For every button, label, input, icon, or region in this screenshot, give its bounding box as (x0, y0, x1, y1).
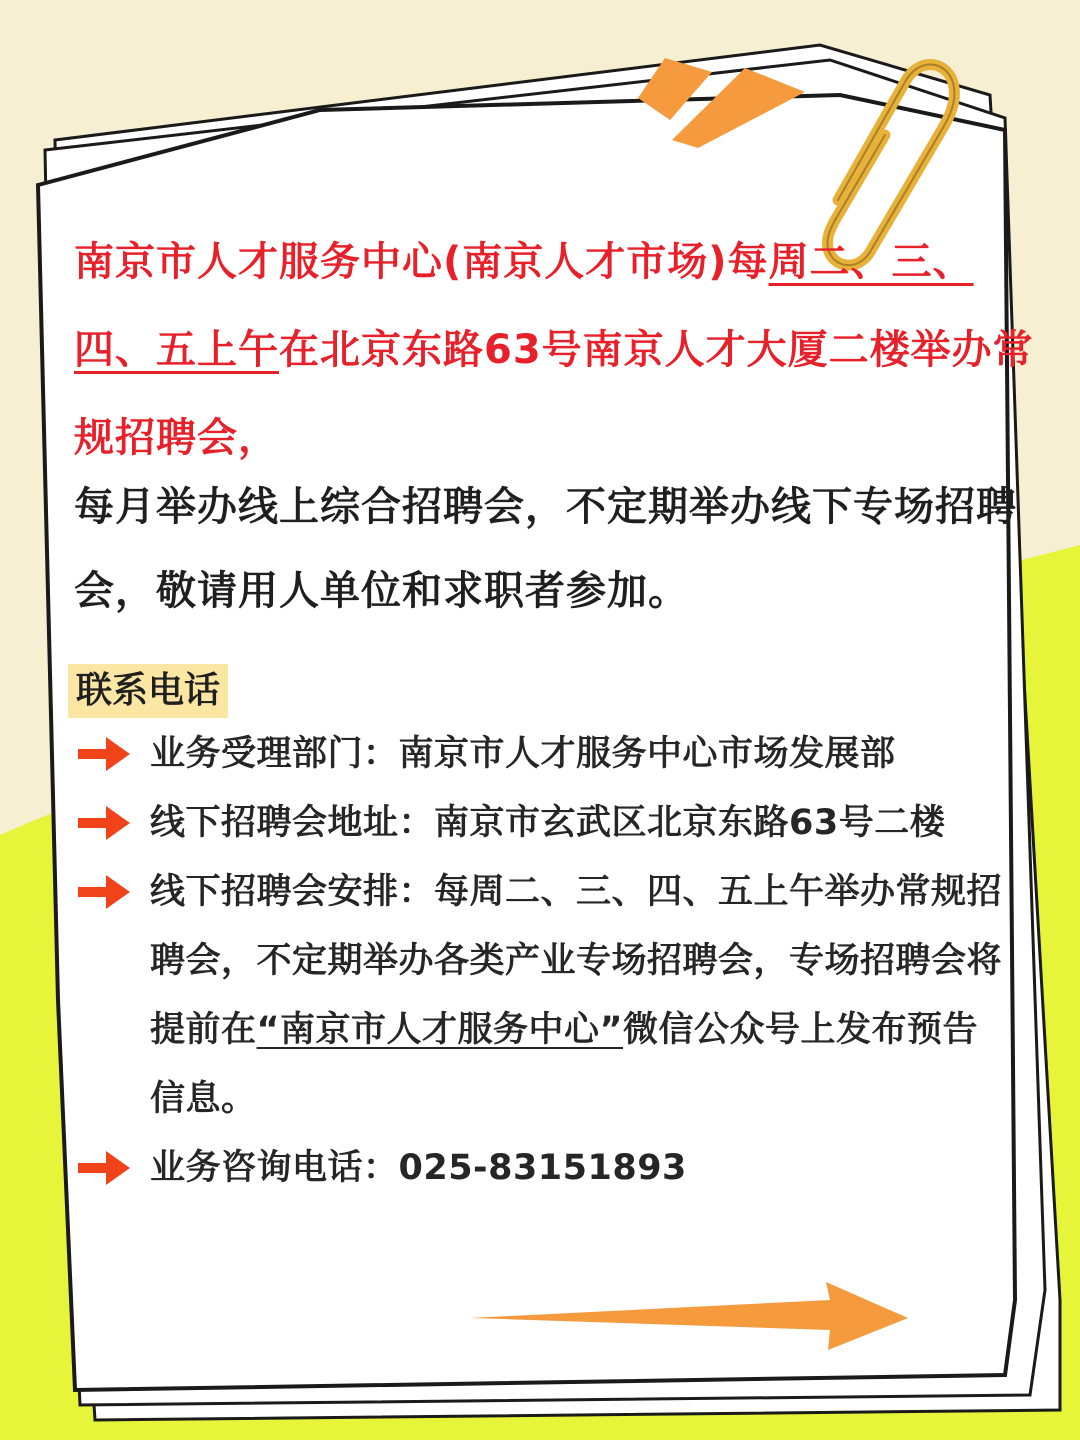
list-item (78, 720, 1008, 789)
list-item-text: 线下招聘会地址：南京市玄武区北京东路63号二楼 (150, 803, 946, 843)
schedule-text-end: 微信公众号上发布预告信息。 (150, 1010, 979, 1119)
headline-paragraph (74, 218, 1034, 482)
list-item-text (150, 858, 1008, 1134)
body-paragraph: 每月举办线上综合招聘会，不定期举办线下专场招聘会，敬请用人单位和求职者参加。 (74, 484, 1017, 614)
arrow-right-icon (78, 734, 130, 774)
phone-number[interactable]: 业务咨询电话：025-83151893 (150, 1148, 687, 1188)
info-list (78, 720, 1008, 1203)
headline-part2: 在北京东路63号南京人才大厦二楼举办常规招聘会， (74, 327, 1034, 461)
list-item (78, 858, 1008, 1134)
schedule-text: 线下招聘会安排：每周二、三、四、五上午举办常规招聘会，不定期举办各类产业专场招聘会，专场招聘会将提前在 (150, 872, 1003, 1050)
list-item-text: 业务受理部门：南京市人才服务中心市场发展部 (150, 734, 896, 774)
list-item (78, 789, 1008, 858)
headline-part1: 南京市人才服务中心(南京人才市场)每 (74, 239, 769, 285)
arrow-right-icon (78, 803, 130, 843)
wechat-account-link[interactable]: “南京市人才服务中心” (256, 1010, 624, 1050)
arrow-right-icon (78, 872, 130, 912)
arrow-right-icon (78, 1148, 130, 1188)
list-item (78, 1134, 1008, 1203)
headline-underlined: 周二、三、四、五上午 (74, 239, 974, 373)
contact-label: 联系电话 (68, 664, 228, 718)
